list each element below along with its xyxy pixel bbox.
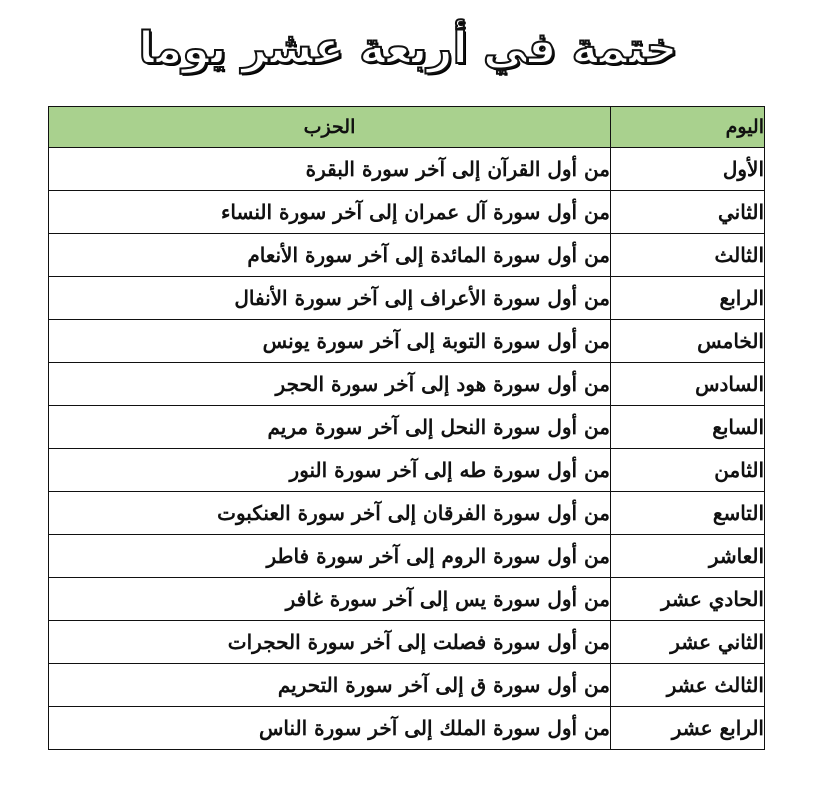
row-part-cell: من أول سورة الملك إلى آخر سورة الناس — [49, 707, 611, 750]
table-row — [49, 707, 765, 750]
row-day-cell: الرابع — [611, 277, 765, 320]
table-row — [49, 578, 765, 621]
row-part-cell: من أول سورة التوبة إلى آخر سورة يونس — [49, 320, 611, 363]
row-day-cell: الثاني — [611, 191, 765, 234]
table-row — [49, 320, 765, 363]
table-row — [49, 148, 765, 191]
table-row — [49, 535, 765, 578]
page-title-container — [0, 10, 816, 86]
page-title: ختمة في أربعة عشر يوما — [138, 22, 678, 74]
row-day-cell: الثالث عشر — [611, 664, 765, 707]
row-day-cell: الثامن — [611, 449, 765, 492]
table-row — [49, 492, 765, 535]
table-row — [49, 664, 765, 707]
header-day: اليوم — [611, 107, 765, 148]
table-row — [49, 234, 765, 277]
header-part: الحزب — [49, 107, 611, 148]
row-day-cell: العاشر — [611, 535, 765, 578]
row-part-cell: من أول سورة فصلت إلى آخر سورة الحجرات — [49, 621, 611, 664]
row-day-cell: السادس — [611, 363, 765, 406]
row-day-cell: الثالث — [611, 234, 765, 277]
row-part-cell: من أول سورة النحل إلى آخر سورة مريم — [49, 406, 611, 449]
row-part-cell: من أول سورة يس إلى آخر سورة غافر — [49, 578, 611, 621]
table-row — [49, 449, 765, 492]
khatma-schedule-table — [48, 106, 765, 750]
table-row — [49, 363, 765, 406]
row-day-cell: التاسع — [611, 492, 765, 535]
table-row — [49, 406, 765, 449]
row-day-cell: الحادي عشر — [611, 578, 765, 621]
row-day-cell: الثاني عشر — [611, 621, 765, 664]
row-part-cell: من أول سورة الأعراف إلى آخر سورة الأنفال — [49, 277, 611, 320]
row-part-cell: من أول القرآن إلى آخر سورة البقرة — [49, 148, 611, 191]
row-part-cell: من أول سورة طه إلى آخر سورة النور — [49, 449, 611, 492]
row-part-cell: من أول سورة المائدة إلى آخر سورة الأنعام — [49, 234, 611, 277]
row-day-cell: الرابع عشر — [611, 707, 765, 750]
row-day-cell: الخامس — [611, 320, 765, 363]
row-part-cell: من أول سورة هود إلى آخر سورة الحجر — [49, 363, 611, 406]
row-part-cell: من أول سورة الفرقان إلى آخر سورة العنكبوت — [49, 492, 611, 535]
row-part-cell: من أول سورة الروم إلى آخر سورة فاطر — [49, 535, 611, 578]
row-day-cell: الأول — [611, 148, 765, 191]
table-header-row — [49, 107, 765, 148]
table-row — [49, 191, 765, 234]
row-part-cell: من أول سورة ق إلى آخر سورة التحريم — [49, 664, 611, 707]
table-row — [49, 621, 765, 664]
row-day-cell: السابع — [611, 406, 765, 449]
table-row — [49, 277, 765, 320]
row-part-cell: من أول سورة آل عمران إلى آخر سورة النساء — [49, 191, 611, 234]
